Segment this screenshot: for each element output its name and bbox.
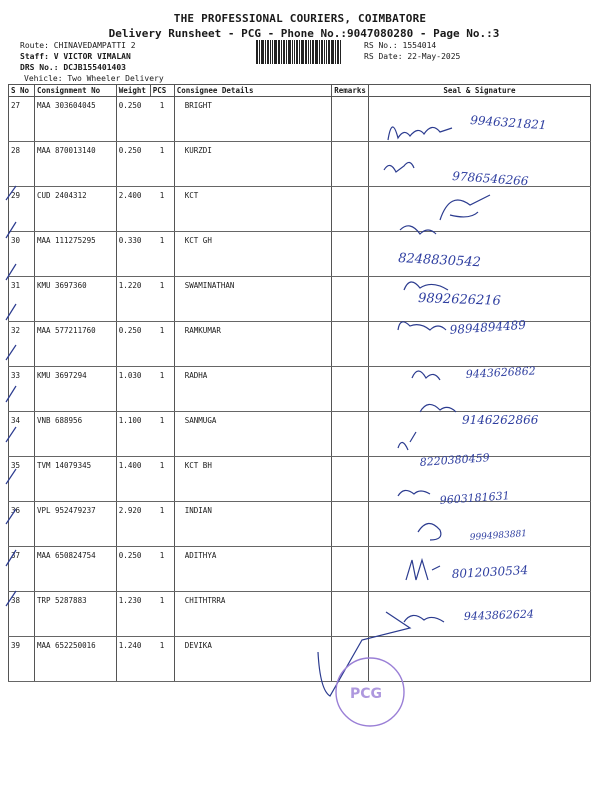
table-row bbox=[9, 322, 591, 367]
cell-remarks bbox=[332, 457, 369, 502]
company-title: THE PROFESSIONAL COURIERS, COIMBATORE bbox=[173, 12, 427, 25]
cell-consignee: RAMKUMAR bbox=[174, 322, 332, 367]
cell-remarks bbox=[332, 322, 369, 367]
staff-label: Staff: V VICTOR VIMALAN bbox=[20, 52, 131, 61]
stamp-text: PCG bbox=[350, 686, 383, 702]
cell-pcs: 1 bbox=[150, 367, 174, 412]
cell-seal-signature bbox=[368, 277, 590, 322]
cell-weight: 0.330 bbox=[116, 232, 150, 277]
cell-pcs: 1 bbox=[150, 187, 174, 232]
col-pcs: PCS bbox=[150, 85, 174, 97]
cell-pcs: 1 bbox=[150, 412, 174, 457]
cell-consignee: KCT GH bbox=[174, 232, 332, 277]
vehicle-label: Vehicle: Two Wheeler Delivery bbox=[24, 74, 164, 83]
cell-consignment: KMU 3697360 bbox=[34, 277, 116, 322]
cell-remarks bbox=[332, 637, 369, 682]
cell-consignment: MAA 650824754 bbox=[34, 547, 116, 592]
cell-sno: 36 bbox=[9, 502, 35, 547]
cell-sno: 34 bbox=[9, 412, 35, 457]
cell-consignment: MAA 652250016 bbox=[34, 637, 116, 682]
cell-consignment: MAA 111275295 bbox=[34, 232, 116, 277]
cell-weight: 0.250 bbox=[116, 142, 150, 187]
cell-seal-signature bbox=[368, 592, 590, 637]
cell-consignee: INDIAN bbox=[174, 502, 332, 547]
handwritten-phone: 9443862624 bbox=[463, 607, 535, 623]
table-row bbox=[9, 457, 591, 502]
cell-remarks bbox=[332, 547, 369, 592]
runsheet-table bbox=[8, 84, 591, 682]
cell-pcs: 1 bbox=[150, 637, 174, 682]
cell-consignee: KCT BH bbox=[174, 457, 332, 502]
cell-sno: 37 bbox=[9, 547, 35, 592]
cell-seal-signature bbox=[368, 547, 590, 592]
cell-remarks bbox=[332, 232, 369, 277]
table-row bbox=[9, 277, 591, 322]
col-sno: S No bbox=[9, 85, 35, 97]
col-consignment: Consignment No bbox=[34, 85, 116, 97]
col-seal-signature: Seal & Signature bbox=[368, 85, 590, 97]
cell-weight: 1.400 bbox=[116, 457, 150, 502]
cell-seal-signature bbox=[368, 502, 590, 547]
cell-consignee: SWAMINATHAN bbox=[174, 277, 332, 322]
cell-sno: 28 bbox=[9, 142, 35, 187]
col-weight: Weight bbox=[116, 85, 150, 97]
cell-pcs: 1 bbox=[150, 232, 174, 277]
barcode bbox=[256, 40, 356, 64]
cell-remarks bbox=[332, 412, 369, 457]
cell-consignee: BRIGHT bbox=[174, 97, 332, 142]
cell-sno: 35 bbox=[9, 457, 35, 502]
cell-weight: 1.230 bbox=[116, 592, 150, 637]
cell-pcs: 1 bbox=[150, 457, 174, 502]
cell-remarks bbox=[332, 142, 369, 187]
table-row bbox=[9, 367, 591, 412]
cell-seal-signature bbox=[368, 367, 590, 412]
cell-consignee: DEVIKA bbox=[174, 637, 332, 682]
cell-consignment: TRP 5287883 bbox=[34, 592, 116, 637]
rs-number: RS No.: 1554014 bbox=[364, 41, 437, 50]
cell-seal-signature bbox=[368, 412, 590, 457]
handwritten-phone: 9946321821 bbox=[469, 113, 547, 133]
cell-weight: 2.400 bbox=[116, 187, 150, 232]
route-label: Route: CHINAVEDAMPATTI 2 bbox=[20, 41, 136, 50]
table-header-row bbox=[9, 85, 591, 97]
cell-pcs: 1 bbox=[150, 142, 174, 187]
cell-sno: 33 bbox=[9, 367, 35, 412]
cell-seal-signature bbox=[368, 97, 590, 142]
cell-pcs: 1 bbox=[150, 322, 174, 367]
table-row bbox=[9, 637, 591, 682]
cell-pcs: 1 bbox=[150, 547, 174, 592]
cell-remarks bbox=[332, 187, 369, 232]
rs-date: RS Date: 22-May-2025 bbox=[364, 52, 461, 61]
cell-consignment: MAA 577211760 bbox=[34, 322, 116, 367]
handwritten-phone: 8012030534 bbox=[451, 563, 529, 581]
cell-consignment: MAA 303604045 bbox=[34, 97, 116, 142]
cell-remarks bbox=[332, 367, 369, 412]
cell-weight: 0.250 bbox=[116, 322, 150, 367]
cell-pcs: 1 bbox=[150, 592, 174, 637]
col-remarks: Remarks bbox=[332, 85, 369, 97]
cell-sno: 32 bbox=[9, 322, 35, 367]
cell-consignment: KMU 3697294 bbox=[34, 367, 116, 412]
cell-pcs: 1 bbox=[150, 97, 174, 142]
cell-sno: 38 bbox=[9, 592, 35, 637]
cell-remarks bbox=[332, 502, 369, 547]
table-row bbox=[9, 97, 591, 142]
col-consignee: Consignee Details bbox=[174, 85, 332, 97]
table-row bbox=[9, 232, 591, 277]
cell-weight: 0.250 bbox=[116, 97, 150, 142]
cell-weight: 2.920 bbox=[116, 502, 150, 547]
cell-consignment: MAA 870013140 bbox=[34, 142, 116, 187]
cell-weight: 1.030 bbox=[116, 367, 150, 412]
cell-consignment: VNB 688956 bbox=[34, 412, 116, 457]
table-row bbox=[9, 502, 591, 547]
table-row bbox=[9, 142, 591, 187]
cell-consignee: RADHA bbox=[174, 367, 332, 412]
cell-consignment: VPL 952479237 bbox=[34, 502, 116, 547]
handwritten-phone: 8220380459 bbox=[419, 451, 491, 469]
cell-pcs: 1 bbox=[150, 502, 174, 547]
runsheet-subtitle: Delivery Runsheet - PCG - Phone No.:9047080280 - Page No.:3 bbox=[108, 27, 500, 40]
cell-sno: 29 bbox=[9, 187, 35, 232]
drs-label: DRS No.: DCJB155401403 bbox=[20, 63, 126, 72]
cell-sno: 30 bbox=[9, 232, 35, 277]
cell-remarks bbox=[332, 97, 369, 142]
cell-consignee: SANMUGA bbox=[174, 412, 332, 457]
handwritten-phone: 9146262866 bbox=[462, 413, 539, 427]
handwritten-phone: 9603181631 bbox=[439, 489, 511, 507]
handwritten-phone: 9994983881 bbox=[469, 529, 528, 543]
cell-seal-signature bbox=[368, 322, 590, 367]
cell-weight: 1.100 bbox=[116, 412, 150, 457]
cell-weight: 0.250 bbox=[116, 547, 150, 592]
cell-consignee: ADITHYA bbox=[174, 547, 332, 592]
cell-weight: 1.220 bbox=[116, 277, 150, 322]
cell-weight: 1.240 bbox=[116, 637, 150, 682]
cell-remarks bbox=[332, 277, 369, 322]
cell-consignee: CHITHTRRA bbox=[174, 592, 332, 637]
handwritten-phone: 8248830542 bbox=[397, 251, 482, 271]
cell-sno: 27 bbox=[9, 97, 35, 142]
handwritten-phone: 9786546266 bbox=[451, 169, 529, 189]
cell-consignee: KCT bbox=[174, 187, 332, 232]
cell-sno: 39 bbox=[9, 637, 35, 682]
cell-consignee: KURZDI bbox=[174, 142, 332, 187]
table-row bbox=[9, 592, 591, 637]
cell-remarks bbox=[332, 592, 369, 637]
table-row bbox=[9, 412, 591, 457]
cell-pcs: 1 bbox=[150, 277, 174, 322]
cell-seal-signature bbox=[368, 187, 590, 232]
handwritten-phone: 9892626216 bbox=[417, 291, 502, 309]
cell-seal-signature bbox=[368, 637, 590, 682]
cell-sno: 31 bbox=[9, 277, 35, 322]
cell-seal-signature bbox=[368, 232, 590, 277]
table-row bbox=[9, 547, 591, 592]
cell-consignment: CUD 2404312 bbox=[34, 187, 116, 232]
cell-seal-signature bbox=[368, 457, 590, 502]
handwritten-phone: 9443626862 bbox=[465, 364, 537, 381]
cell-consignment: TVM 14079345 bbox=[34, 457, 116, 502]
handwritten-phone: 9894894489 bbox=[449, 317, 527, 337]
table-row bbox=[9, 187, 591, 232]
cell-seal-signature bbox=[368, 142, 590, 187]
